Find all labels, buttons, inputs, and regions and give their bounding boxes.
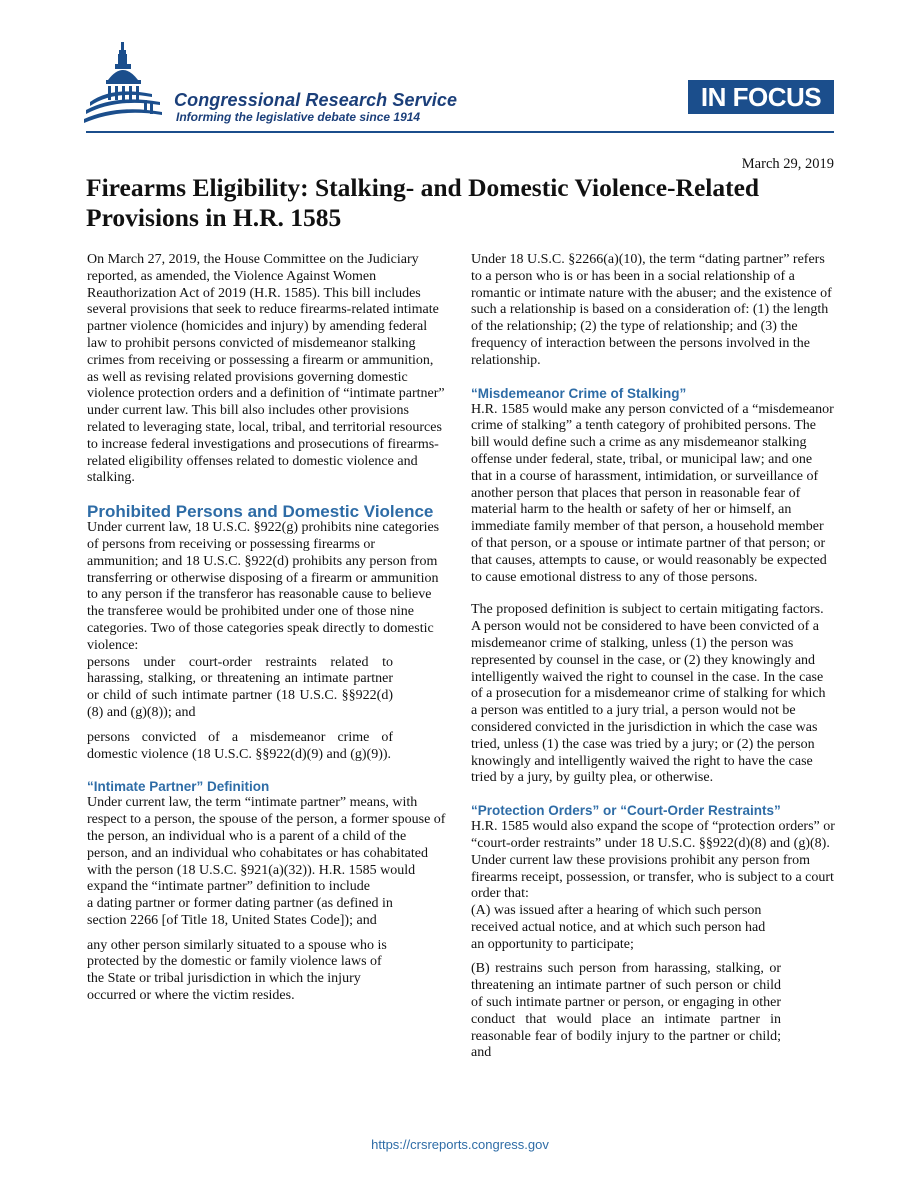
org-name: Congressional Research Service xyxy=(174,90,458,110)
header-divider xyxy=(86,131,834,133)
section-heading-prohibited-persons: Prohibited Persons and Domestic Violence xyxy=(87,502,434,522)
protection-orders-paragraph: H.R. 1585 would also expand the scope of “protection orders” or “court-order restraints” under 18 U.S.C. §§922(d)(8) and (g)(8). Under current law these provisions prohibit any person from firearms receipt, possession, or transfer, who is subject to a court order that: xyxy=(471,819,835,902)
subheading-misdemeanor-stalking: “Misdemeanor Crime of Stalking” xyxy=(471,385,687,401)
intimate-partner-paragraph: Under current law, the term “intimate partner” means, with respect to a person, the spouse of the person, a former spouse of the person, an individual who is a parent of a child of the person, and an individual who cohabitates or has cohabitated with the person (18 U.S.C. §921(a)(32)). H.R. 1585 would expand the “intimate partner” definition to include xyxy=(87,795,446,895)
quote-similarly-situated: any other person similarly situated to a spouse who is protected by the domestic or family violence laws of the State or tribal jurisdiction in which the injury occurred or where the victim resides. xyxy=(87,937,387,1004)
subheading-intimate-partner: “Intimate Partner” Definition xyxy=(87,779,270,795)
quote-misdemeanor-domestic-violence: persons convicted of a misdemeanor crime of domestic violence (18 U.S.C. §§922(d)(9) and (g)(9)). xyxy=(87,729,393,762)
capitol-dome-logo xyxy=(82,40,177,132)
quote-court-order-restraints: persons under court-order restraints related to harassing, stalking, or threatening an intimate partner or child of such intimate partner (18 U.S.C. §§922(d)(8) and (g)(8)); and xyxy=(87,654,393,720)
quote-item-a: (A) was issued after a hearing of which such person received actual notice, and at which such person had an opportunity to participate; xyxy=(471,903,766,952)
org-tagline: Informing the legislative debate since 1914 xyxy=(176,110,421,124)
left-column xyxy=(87,252,447,1005)
report-date: March 29, 2019 xyxy=(741,156,834,172)
in-focus-badge: IN FOCUS xyxy=(688,80,834,114)
quote-item-b: (B) restrains such person from harassing, stalking, or threatening an intimate partner of such person or child of such intimate partner or person, or engaging in other conduct that would place an intimate partner in reasonable fear of bodily injury to the partner or child; and xyxy=(471,961,781,1061)
page-title: Firearms Eligibility: Stalking- and Domestic Violence-Related Provisions in H.R. 1585 xyxy=(86,173,760,232)
intro-paragraph: On March 27, 2019, the House Committee on the Judiciary reported, as amended, the Violence Against Women Reauthorization Act of 2019 (H.R. 1585). This bill includes several provisions that seek to reduce firearms-related intimate partner violence (homicides and injury) by amending federal law to prohibit persons convicted of misdemeanor stalking crimes from receiving or possessing a firearm or ammunition, as well as revising related provisions governing domestic violence protection orders and a definition of “intimate partner” under current law. This bill also includes other provisions related to leveraging state, local, tribal, and territorial resources to increase federal investigations and prosecutions of firearms-related eligibility offenses related to domestic violence and stalking. xyxy=(87,252,445,486)
misdemeanor-stalking-paragraph: H.R. 1585 would make any person convicted of a “misdemeanor crime of stalking” a tenth category of prohibited persons. The bill would define such a crime as any misdemeanor stalking offense under federal, state, tribal, or municipal law; and one that in a course of harassment, intimidation, or surveillance of another person that places that person in reasonable fear of material harm to the health or safety of her or himself, an immediate family member of that person, a household member of that person, or a spouse or intimate partner of that person; or that causes, attempts to cause, or would reasonably be expected to cause emotional distress to any of those persons. xyxy=(471,401,834,585)
footer-link[interactable]: https://crsreports.congress.gov xyxy=(371,1137,549,1152)
subheading-protection-orders: “Protection Orders” or “Court-Order Restraints” xyxy=(471,803,781,819)
right-column xyxy=(471,252,835,1062)
quote-dating-partner: a dating partner or former dating partner (as defined in section 2266 [of Title 18, United States Code]); and xyxy=(87,896,393,928)
dating-partner-paragraph: Under 18 U.S.C. §2266(a)(10), the term “dating partner” refers to a person who is or has been in a social relationship of a romantic or intimate nature with the abuser; and the existence of such a relationship is based on a consideration of: (1) the length of the relationship; (2) the type of relationship; and (3) the frequency of interaction between the persons involved in the relationship. xyxy=(471,252,832,368)
mitigating-factors-paragraph: The proposed definition is subject to certain mitigating factors. A person would not be considered to have been convicted of a misdemeanor crime of stalking, unless (1) the person was represented by counsel in the case, or (2) they knowingly and intelligently waived the right to counsel in the case. In the case of a prosecution for a misdemeanor crime of stalking for which a person was entitled to a jury trial, a person would not be considered convicted in the jurisdiction in which the case was tried, unless (1) the case was tried by a jury; or (2) the person knowingly and intelligently waived the right to have the case tried by a jury, by guilty plea, or otherwise. xyxy=(471,602,826,786)
prohibited-persons-paragraph: Under current law, 18 U.S.C. §922(g) prohibits nine categories of persons from receiving or possessing firearms or ammunition; and 18 U.S.C. §922(d) prohibits any person from transferring or otherwise disposing of a firearm or ammunition to any person if the transferor has reasonable cause to believe the transferee would be prohibited under one of those nine categories. Two of those categories speak directly to domestic violence: xyxy=(87,520,440,653)
